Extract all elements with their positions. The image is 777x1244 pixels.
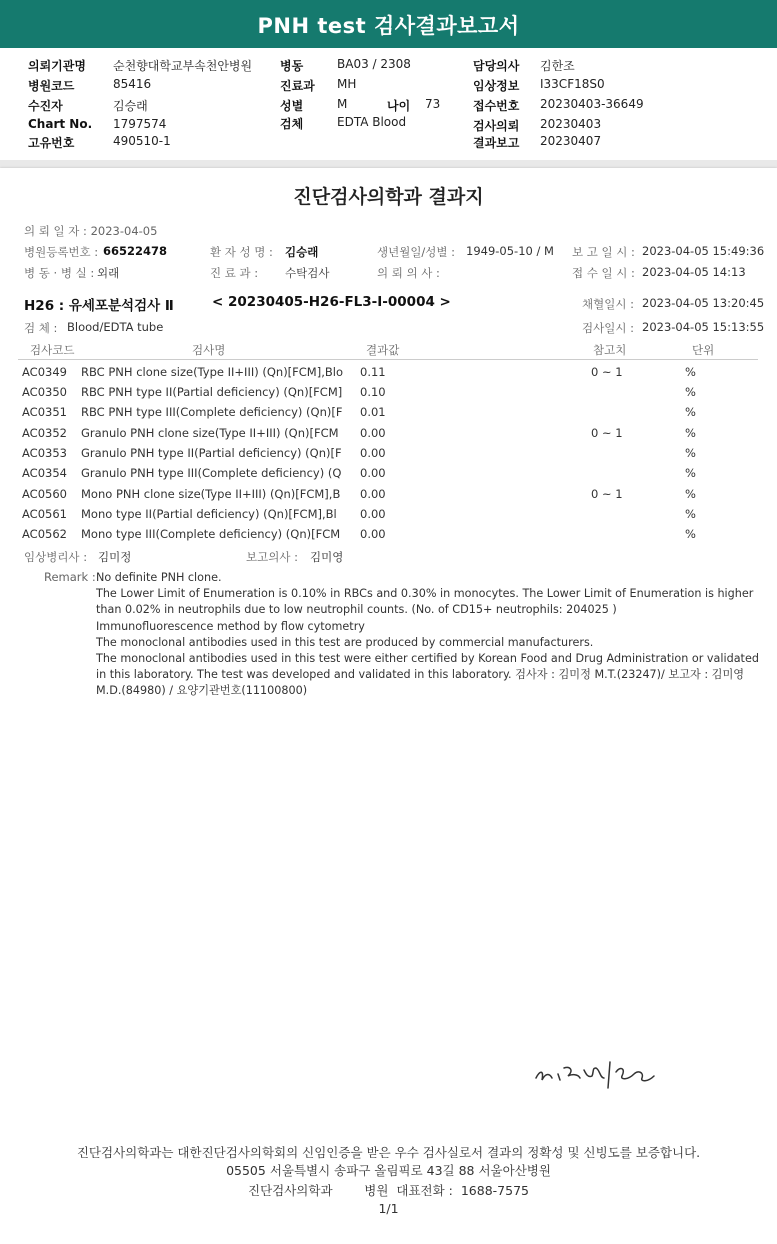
sex-value: M [337, 97, 348, 111]
unique-label: 고유번호 [28, 136, 75, 150]
row-result: 0.00 [360, 426, 386, 440]
receipt-value: 20230403-36649 [540, 97, 644, 111]
request-label: 검사의뢰 [473, 119, 520, 133]
report-time-label: 보 고 일 시 : [572, 245, 635, 259]
row-code: AC0350 [22, 385, 67, 399]
inst-value: 순천향대학교부속천안병원 [113, 59, 253, 73]
row-code: AC0351 [22, 405, 67, 419]
row-unit: % [685, 385, 696, 399]
request-value: 20230403 [540, 117, 602, 131]
row-unit: % [685, 446, 696, 460]
footer-address: 05505 서울특별시 송파구 올림픽로 43길 88 서울아산병원 [226, 1163, 551, 1178]
table-row [0, 504, 777, 524]
table-row [0, 524, 777, 544]
row-code: AC0354 [22, 466, 67, 480]
signature [530, 1048, 670, 1098]
clinic-dept-label: 진 료 과 : [210, 266, 259, 280]
clinical-value: I33CF18S0 [540, 77, 605, 91]
doctor-label: 담당의사 [473, 59, 520, 73]
row-result: 0.00 [360, 487, 386, 501]
test-name: H26 : 유세포분석검사 Ⅱ [24, 298, 174, 314]
ward-room-value: 외래 [97, 266, 120, 280]
test-id: < 20230405-H26-FL3-I-00004 > [212, 294, 451, 310]
table-row [0, 362, 777, 382]
row-name: RBC PNH type III(Complete deficiency) (Qn)[F [81, 405, 343, 419]
table-row [0, 382, 777, 402]
col-result: 결과값 [366, 343, 400, 357]
result-report-value: 20230407 [540, 134, 602, 148]
row-name: Granulo PNH type III(Complete deficiency) (Q [81, 466, 342, 480]
age-value: 73 [425, 97, 441, 111]
row-result: 0.11 [360, 365, 386, 379]
remark-line: The monoclonal antibodies used in this test were either certified by Korean Food and Drug Administration or validated in this laboratory. The test was developed and validated in this laboratory. 검사자 : 김미정 M.T.(23247)/ 보고자 : 김미영 M.D.(84980) / 요양기관번호(11100800) [96, 652, 759, 698]
request-date: 의 뢰 일 자 : 2023-04-05 [24, 224, 158, 238]
row-code: AC0353 [22, 446, 67, 460]
table-row [0, 463, 777, 483]
reporter-label: 보고의사 : [246, 550, 298, 564]
collect-time: 2023-04-05 13:20:45 [642, 296, 765, 310]
ward-value: BA03 / 2308 [337, 57, 411, 71]
row-code: AC0349 [22, 365, 67, 379]
recipient-value: 김승래 [113, 99, 148, 113]
table-row [0, 402, 777, 422]
row-ref: 0 ~ 1 [591, 487, 623, 501]
row-result: 0.10 [360, 385, 386, 399]
chart-label: Chart No. [28, 117, 93, 131]
row-result: 0.00 [360, 527, 386, 541]
row-name: Granulo PNH clone size(Type II+III) (Qn)[FCM [81, 426, 339, 440]
unique-value: 490510-1 [113, 134, 171, 148]
code-label: 병원코드 [28, 79, 75, 93]
row-name: Mono PNH clone size(Type II+III) (Qn)[FCM],B [81, 487, 341, 501]
report-title: 진단검사의학과 결과지 [293, 186, 484, 208]
row-unit: % [685, 487, 696, 501]
row-unit: % [685, 405, 696, 419]
specimen-label: 검체 [280, 117, 304, 131]
row-name: Granulo PNH type II(Partial deficiency) (Qn)[F [81, 446, 342, 460]
table-row [0, 423, 777, 443]
row-code: AC0561 [22, 507, 67, 521]
pathologist-value: 김미정 [98, 550, 132, 564]
dob-label: 생년월일/성별 : [377, 245, 456, 259]
specimen-value: EDTA Blood [337, 115, 407, 129]
reporter-value: 김미영 [310, 550, 344, 564]
clinic-dept-value: 수탁검사 [285, 266, 330, 280]
req-doctor-label: 의 뢰 의 사 : [377, 266, 440, 280]
pathologist-label: 임상병리사 : [24, 550, 88, 564]
report-banner: PNH test 검사결과보고서 [0, 0, 777, 49]
row-code: AC0352 [22, 426, 67, 440]
reg-no-label: 병원등록번호 : [24, 245, 99, 259]
table-row [0, 443, 777, 463]
ward-room-label: 병 동 · 병 실 : [24, 266, 95, 280]
footer-certification: 진단검사의학과는 대한진단검사의학회의 신임인증을 받은 우수 검사실로서 결과의 정확성 및 신빙도를 보증합니다. [76, 1145, 701, 1160]
row-name: Mono type III(Complete deficiency) (Qn)[FCM [81, 527, 341, 541]
row-name: Mono type II(Partial deficiency) (Qn)[FCM],Bl [81, 507, 337, 521]
row-code: AC0560 [22, 487, 67, 501]
remark-line: No definite PNH clone. [96, 571, 222, 584]
remark-text [96, 570, 762, 700]
sex-label: 성별 [280, 99, 304, 113]
specimen-type-value: Blood/EDTA tube [67, 320, 164, 334]
table-row [0, 484, 777, 504]
clinical-label: 임상정보 [473, 79, 520, 93]
exam-time: 2023-04-05 15:13:55 [642, 320, 765, 334]
specimen-type-label: 검 체 : [24, 321, 58, 335]
row-result: 0.01 [360, 405, 386, 419]
row-unit: % [685, 426, 696, 440]
doctor-value: 김한조 [540, 59, 575, 73]
receipt-time-label: 접 수 일 시 : [572, 266, 635, 280]
remark-line: The monoclonal antibodies used in this test are produced by commercial manufacturers. [96, 635, 594, 649]
col-code: 검사코드 [30, 343, 75, 357]
row-unit: % [685, 507, 696, 521]
chart-value: 1797574 [113, 117, 167, 131]
report-time-value: 2023-04-05 15:49:36 [642, 244, 765, 258]
row-result: 0.00 [360, 446, 386, 460]
row-unit: % [685, 527, 696, 541]
dept-value: MH [337, 77, 357, 91]
row-result: 0.00 [360, 466, 386, 480]
row-name: RBC PNH clone size(Type II+III) (Qn)[FCM],Blo [81, 365, 343, 379]
receipt-label: 접수번호 [473, 99, 520, 113]
row-ref: 0 ~ 1 [591, 365, 623, 379]
collect-label: 채혈일시 : [582, 297, 634, 311]
row-ref: 0 ~ 1 [591, 426, 623, 440]
page-number: 1/1 [378, 1201, 399, 1216]
col-unit: 단위 [692, 343, 715, 357]
age-label: 나이 [387, 99, 411, 113]
recipient-label: 수진자 [28, 99, 63, 113]
inst-label: 의뢰기관명 [28, 59, 86, 73]
patient-value: 김승래 [285, 245, 319, 259]
row-unit: % [685, 466, 696, 480]
row-unit: % [685, 365, 696, 379]
row-name: RBC PNH type II(Partial deficiency) (Qn)[FCM] [81, 385, 343, 399]
remark-line: Immunofluorescence method by flow cytometry [96, 619, 365, 633]
receipt-time-value: 2023-04-05 14:13 [642, 265, 746, 279]
exam-label: 검사일시 : [582, 321, 634, 335]
code-value: 85416 [113, 77, 152, 91]
dob-value: 1949-05-10 / M [466, 244, 554, 258]
request-header [0, 48, 777, 160]
row-result: 0.00 [360, 507, 386, 521]
reg-no-value: 66522478 [103, 244, 168, 258]
result-sheet [0, 168, 777, 1244]
ward-label: 병동 [280, 59, 304, 73]
remark-line: The Lower Limit of Enumeration is 0.10% in RBCs and 0.30% in monocytes. The Lower Limit of Enumeration is higher than 0.02% in neutrophils due to low neutrophil counts. (No. of CD15+ neutrophils: 204025 ) [96, 587, 754, 617]
remark-label: Remark : [44, 570, 96, 584]
dept-label: 진료과 [280, 79, 315, 93]
row-code: AC0562 [22, 527, 67, 541]
footer-contact: 진단검사의학과 병원 대표전화 : 1688-7575 [248, 1183, 529, 1198]
result-report-label: 결과보고 [473, 136, 520, 150]
col-ref: 참고치 [593, 343, 627, 357]
col-name: 검사명 [192, 343, 226, 357]
patient-label: 환 자 성 명 : [210, 245, 273, 259]
